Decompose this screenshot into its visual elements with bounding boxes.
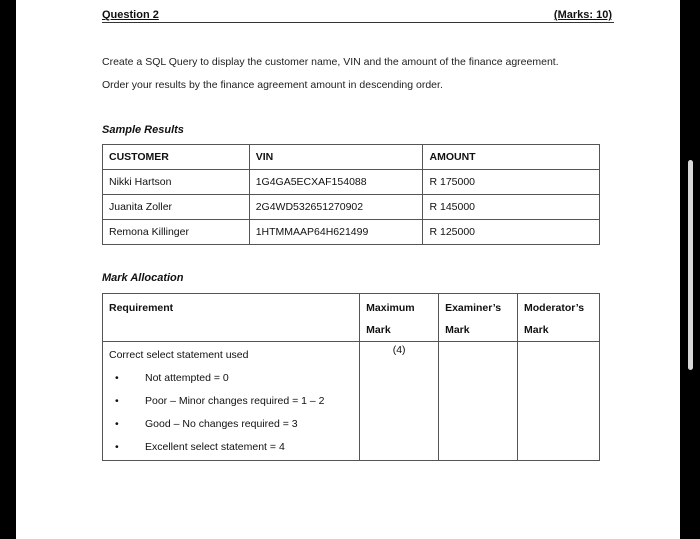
question-header [102, 8, 614, 23]
scrollbar[interactable] [688, 160, 693, 370]
column-header-vin: VIN [249, 145, 423, 170]
table-row [103, 195, 600, 220]
instruction-line-1: Create a SQL Query to display the customer name, VIN and the amount of the finance agreement. [102, 56, 559, 68]
customer-cell: Remona Killinger [103, 220, 250, 245]
mark-allocation-title: Mark Allocation [102, 272, 184, 284]
maximum-mark-header: Maximum Mark [360, 294, 439, 342]
results-header-row [103, 145, 600, 170]
vin-cell: 2G4WD532651270902 [249, 195, 423, 220]
amount-cell: R 125000 [423, 220, 600, 245]
bullet-icon: • [115, 395, 119, 407]
maximum-mark-cell: (4) [360, 342, 439, 461]
table-row [103, 170, 600, 195]
table-row [103, 220, 600, 245]
list-item: • Not attempted = 0 [109, 367, 353, 390]
bullet-icon: • [115, 418, 119, 430]
list-item: • Excellent select statement = 4 [109, 436, 353, 459]
customer-cell: Nikki Hartson [103, 170, 250, 195]
criterion-label: Correct select statement used [109, 349, 249, 361]
sample-results-table [102, 144, 600, 245]
bullet-icon: • [115, 441, 119, 453]
document-page [16, 0, 680, 539]
vin-cell: 1G4GA5ECXAF154088 [249, 170, 423, 195]
amount-cell: R 145000 [423, 195, 600, 220]
sample-results-title: Sample Results [102, 124, 184, 136]
examiner-mark-cell[interactable] [439, 342, 518, 461]
bullet-icon: • [115, 372, 119, 384]
customer-cell: Juanita Zoller [103, 195, 250, 220]
column-header-customer: CUSTOMER [103, 145, 250, 170]
instruction-line-2: Order your results by the finance agreement amount in descending order. [102, 79, 443, 91]
requirement-header: Requirement [103, 294, 360, 342]
vin-cell: 1HTMMAAP64H621499 [249, 220, 423, 245]
question-marks: (Marks: 10) [553, 9, 612, 21]
mark-header-row [103, 294, 600, 342]
mark-row [103, 342, 600, 461]
requirement-cell [103, 342, 360, 461]
amount-cell: R 175000 [423, 170, 600, 195]
examiner-mark-header: Examiner’s Mark [439, 294, 518, 342]
column-header-amount: AMOUNT [423, 145, 600, 170]
list-item: • Good – No changes required = 3 [109, 413, 353, 436]
mark-allocation-table [102, 293, 600, 461]
question-title: Question 2 [102, 9, 159, 21]
moderator-mark-header: Moderator’s Mark [518, 294, 600, 342]
list-item: • Poor – Minor changes required = 1 – 2 [109, 390, 353, 413]
moderator-mark-cell[interactable] [518, 342, 600, 461]
